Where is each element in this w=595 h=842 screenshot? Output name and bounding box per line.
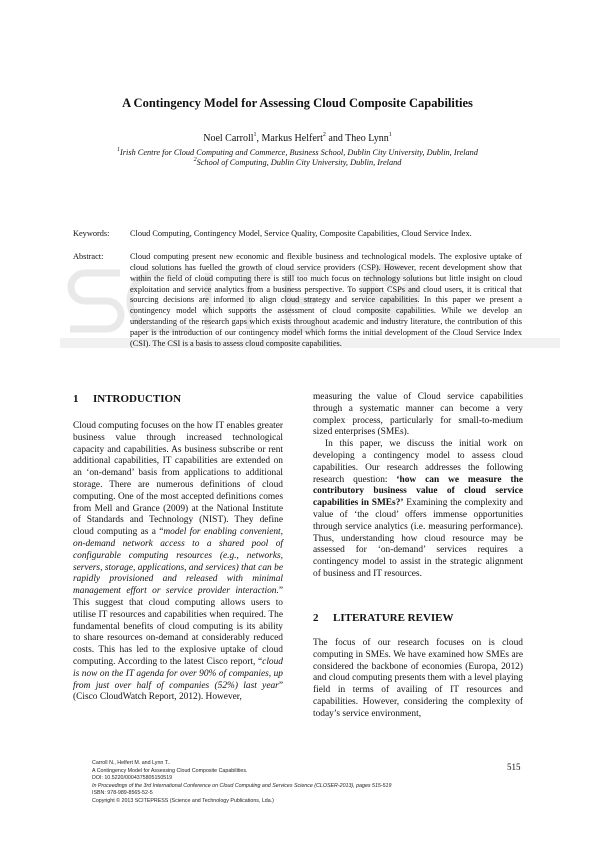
author-name: Markus Helfert <box>261 133 323 144</box>
research-question: ‘how can we measure the contributory business value of cloud service capabilities in SMEs?’ <box>313 474 523 509</box>
quote-text: model for enabling convenient, on-demand network access to a shared pool of configurable computing resources (e.g., networks, servers, storage, applications, and services) that can be rapidly provisioned and released with minimal management effort or service provider interaction. <box>73 527 283 597</box>
text-run: ” This suggest that cloud computing allows users to utilise IT resources and capabilities when required. The fundamental benefits of cloud computing is its ability to share resources on-demand at considerably reduced costs. This has led to the explosive uptake of cloud computing. According to the latest Cisco report, “ <box>73 586 283 667</box>
page-number: 515 <box>507 762 521 772</box>
author-separator: , <box>256 133 262 144</box>
keywords-text: Cloud Computing, Contingency Model, Service Quality, Composite Capabilities, Cloud Service Index. <box>130 229 472 238</box>
affiliation-marker: 2 <box>322 132 326 138</box>
affiliation-marker: 1 <box>388 132 392 138</box>
paragraph: measuring the value of Cloud service capabilities through a systematic manner can become a very complex process, particularly for small-to-medium sized enterprises (SMEs). <box>313 392 523 438</box>
affiliation <box>50 158 545 167</box>
literature-review-body <box>313 638 523 721</box>
section-title: INTRODUCTION <box>93 393 182 405</box>
affiliation-text: Irish Centre for Cloud Computing and Commerce, Business School, Dublin City University, Dublin, Ireland <box>120 148 478 157</box>
author-separator: and <box>325 133 346 144</box>
footer-title: A Contingency Model for Assessing Cloud Composite Capabilities. <box>92 767 248 774</box>
paragraph: The focus of our research focuses on is cloud computing in SMEs. We have examined how SMEs are considered the backbone of economies (Europa, 2012) and cloud computing presents them with a level playing field in terms of availing of IT resources and capabilities. However, considering the complexity of today’s service environment, <box>313 638 523 719</box>
citation-footer <box>92 760 452 806</box>
section-heading-literature-review <box>313 612 454 624</box>
quote-text: cloud is now on the IT agenda for over 90% of companies, up from just over half of companies (52%) last year <box>73 656 283 691</box>
paragraph <box>313 439 523 581</box>
introduction-body-continued <box>313 392 523 581</box>
author-list <box>50 133 545 144</box>
footer-authors: Carroll N., Helfert M. and Lynn T.. <box>92 760 171 766</box>
section-heading-introduction <box>73 393 181 405</box>
text-run: ” (Cisco CloudWatch Report, 2012). However, <box>73 680 283 703</box>
proceedings-text: In Proceedings of the 3rd International Conference on Cloud Computing and Services Science (CLOSER-2013), pages 515-519 <box>92 782 392 789</box>
introduction-body <box>73 421 283 704</box>
keywords-label: Keywords: <box>73 229 110 238</box>
section-title: LITERATURE REVIEW <box>333 612 454 624</box>
section-number: 2 <box>313 612 319 624</box>
footer-copyright: Copyright © 2013 SCITEPRESS (Science and Technology Publications, Lda.) <box>92 797 274 804</box>
section-number: 1 <box>73 393 79 405</box>
affiliation-marker: 1 <box>117 147 121 153</box>
footer-doi: DOI: 10.5220/0004375805150519 <box>92 775 173 782</box>
text-run: Cloud computing focuses on the how IT enables greater business value through increased technological capacity and capabilities. As business subscribe or rent additional capabilities, IT capabilities are extended on an ‘on-demand’ basis from applications to additional storage. There are numerous definitions of cloud computing. One of the most accepted definitions comes from Mell and Grance (2009) at the National Institute of Standards and Technology (NIST). They define cloud computing as a “ <box>73 421 283 538</box>
affiliation-text: School of Computing, Dublin City University, Dublin, Ireland <box>196 158 402 167</box>
author-name: Theo Lynn <box>345 133 389 144</box>
abstract-text: Cloud computing present new economic and flexible business and technological models. The explosive uptake of cloud solutions has fuelled the growth of cloud service providers (CSP). However, recent development show that within the field of cloud computing there is still too much focus on technology solutions but little insight on cloud exploitation and service analytics from a business perspective. To support CSPs and cloud users, it is critical that sourcing decisions are informed to align cloud strategy and service capabilities. In this paper we present a contingency model which supports the assessment of cloud composite capabilities. While we develop an understanding of the research gaps which exists throughout academic and industry literature, the contribution of this paper is the introduction of our contingency model which forms the initial development of the Cloud Service Index (CSI). The CSI is a basis to assess cloud composite capabilities. <box>130 252 522 348</box>
footer-proceedings <box>92 783 452 791</box>
paper-title: A Contingency Model for Assessing Cloud Composite Capabilities <box>122 96 473 110</box>
affiliation <box>50 148 545 157</box>
author-name: Noel Carroll <box>203 133 254 144</box>
text-run: In this paper, we discuss the initial work on developing a contingency model to assess cloud capabilities. Our research addresses the following research question: <box>313 439 523 485</box>
text-run: Examining the complexity and value of ‘the cloud’ offers immense opportunities through service analytics (i.e. measuring performance). Thus, understanding how cloud resource may be assessed for ‘on-demand’ services requires a contingency model to assist in the strategic alignment of business and IT resources. <box>313 498 523 579</box>
affiliation-marker: 1 <box>253 132 257 138</box>
footer-isbn: ISBN: 978-989-8565-52-5 <box>92 790 153 797</box>
affiliation-marker: 2 <box>193 157 197 163</box>
paragraph <box>73 421 283 704</box>
abstract-label: Abstract: <box>73 252 104 261</box>
